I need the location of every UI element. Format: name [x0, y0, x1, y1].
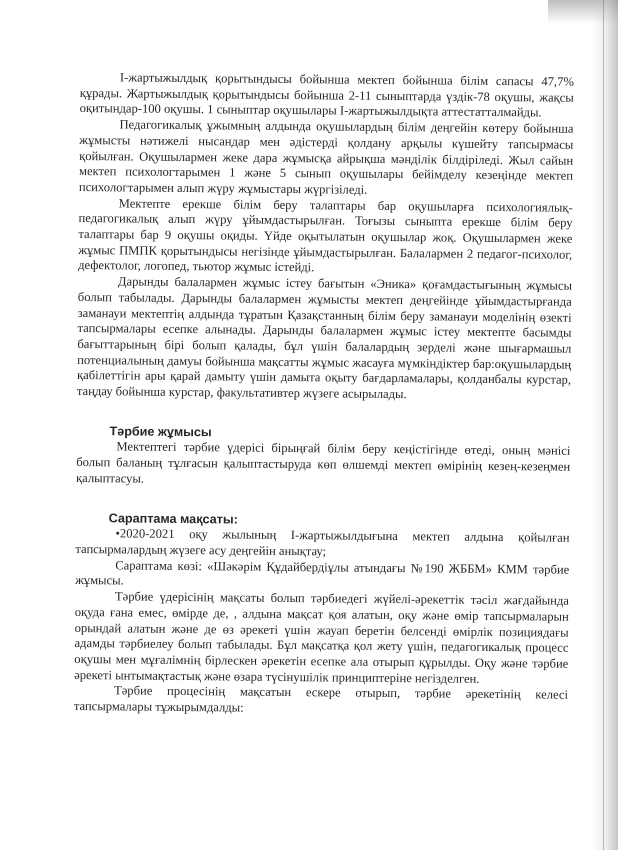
- page-edge-shadow: [592, 0, 618, 850]
- paragraph-gifted-children: Дарынды балалармен жұмыс істеу бағытын «Эника» қоғамдастығының жұмысы болып табылады. Дарынды балалармен жұмысты мектеп деңгейінде ұйымдастырғанда заманауи мектептің алдында тұратын Қазақстанның білім беру заманауи моделінің өзекті тапсырмалары есепке алынады. Дарынды балалармен жұмыс істеу мектепте басымды бағыттарының бірі болып қалады, бұл үшін балалардың зерделі және шығармашыл потенциалының дамуы бойынша мақсатты жұмыс жасауға мүмкіндіктер бар:оқушылардың қабілеттігін ары қарай дамыту үшін дамыта оқыту бағдарламалары, қолданбалы курстар, таңдау бойынша курстар, факультативтер жүзеге асырылады.: [76, 274, 573, 402]
- heading-analysis-goal: Сараптама мақсаты:: [108, 510, 238, 527]
- heading-upbringing-work: Тәрбие жұмысы: [109, 424, 212, 440]
- paragraph-analysis-bullet: •2020-2021 оқу жылының I-жартыжылдығына мектеп алдына қойылған тапсырмалардың жүзеге асу деңгейін анықтау;: [75, 526, 570, 559]
- paragraph-special-needs: Мектепте ерекше білім беру талаптары бар оқушыларға психологиялық-педагогикалық алып жүру ұйымдастырылған. Тоғызы сыныпта ерекше білім беру талаптары бар 9 оқушы оқиды. Үйде оқытылатын оқушылар жоқ. Оқушылармен жеке жұмыс ПМПК қорытындысы негізінде ұйымдастырылған. Балалармен 2 педагог-психолог, дефектолог, логопед, тьютор жұмыс істейді.: [78, 196, 573, 275]
- page-edge-line: [603, 0, 604, 850]
- paragraph-upbringing-tasks: Тәрбие процесінің мақсатын ескере отырып, тәрбие әрекетінің келесі тапсырмалары тұжырымдалды:: [73, 683, 569, 715]
- paragraph-teaching-staff: Педагогикалық ұжымның алдында оқушылардың білім деңгейін көтеру бойынша жұмысты нәтижелі нысандар мен әдістерді қолдану арқылы күшейту тапсырмасы қойылған. Оқушылармен жеке дара жұмысқа айрықша мәнділік білдіріледі. Жыл сайын мектеп психологтарымен 1 және 5 сынып оқушылары бейімделу кезеңінде мектеп психологтарымен алып жүру жұмыстары жүргізіледі.: [78, 117, 574, 197]
- paragraph-upbringing-goal: Тәрбие үдерісінің мақсаты болып тәрбиедегі жүйелі-әрекеттік тәсіл жағдайында оқуда ғана емес, өмірде де, , алдына мақсат қоя алатын, оқу және өмір тапсырмаларын орындай алатын және де өз әрекеті үшін жауап беретін белсенді өмірлік позициядағы адамды тәрбиелеу болып табылады. Бұл мақсатқа қол жету үшін, педагогикалық процесс оқушы мен мұғалімнің бірлескен әрекетін есепке ала отырып құрылды. Оқу және тәрбие әрекеті ынтымақтастық және өзара түсінушілік принциптеріне негізделген.: [74, 589, 569, 686]
- paragraph-upbringing-process: Мектептегі тәрбие үдерісі бірыңғай білім беру кеңістігінде өтеді, оның мәнісі болып баланың тұлғасын қалыптастыруда көп өлшемді мектеп өмірінің кезең-кезеңмен қалыптасуы.: [76, 439, 571, 486]
- paragraph-quality-results: I-жартыжылдық қорытындысы бойынша мектеп бойынша білім сапасы 47,7% құрады. Жартыжылдық қорытындысы бойынша 2-11 сыныптарда үздік-78 оқушы, жақсы оқитындар-100 оқушы. 1 сыныптар оқушылары I-жартыжылдықта аттестатталмайды.: [79, 70, 574, 120]
- document-body: [74, 70, 574, 719]
- paragraph-analysis-source: Сараптама көзі: «Шәкәрім Құдайбердіұлы атындағы №190 ЖББМ» КММ тәрбие жұмысы.: [75, 558, 570, 588]
